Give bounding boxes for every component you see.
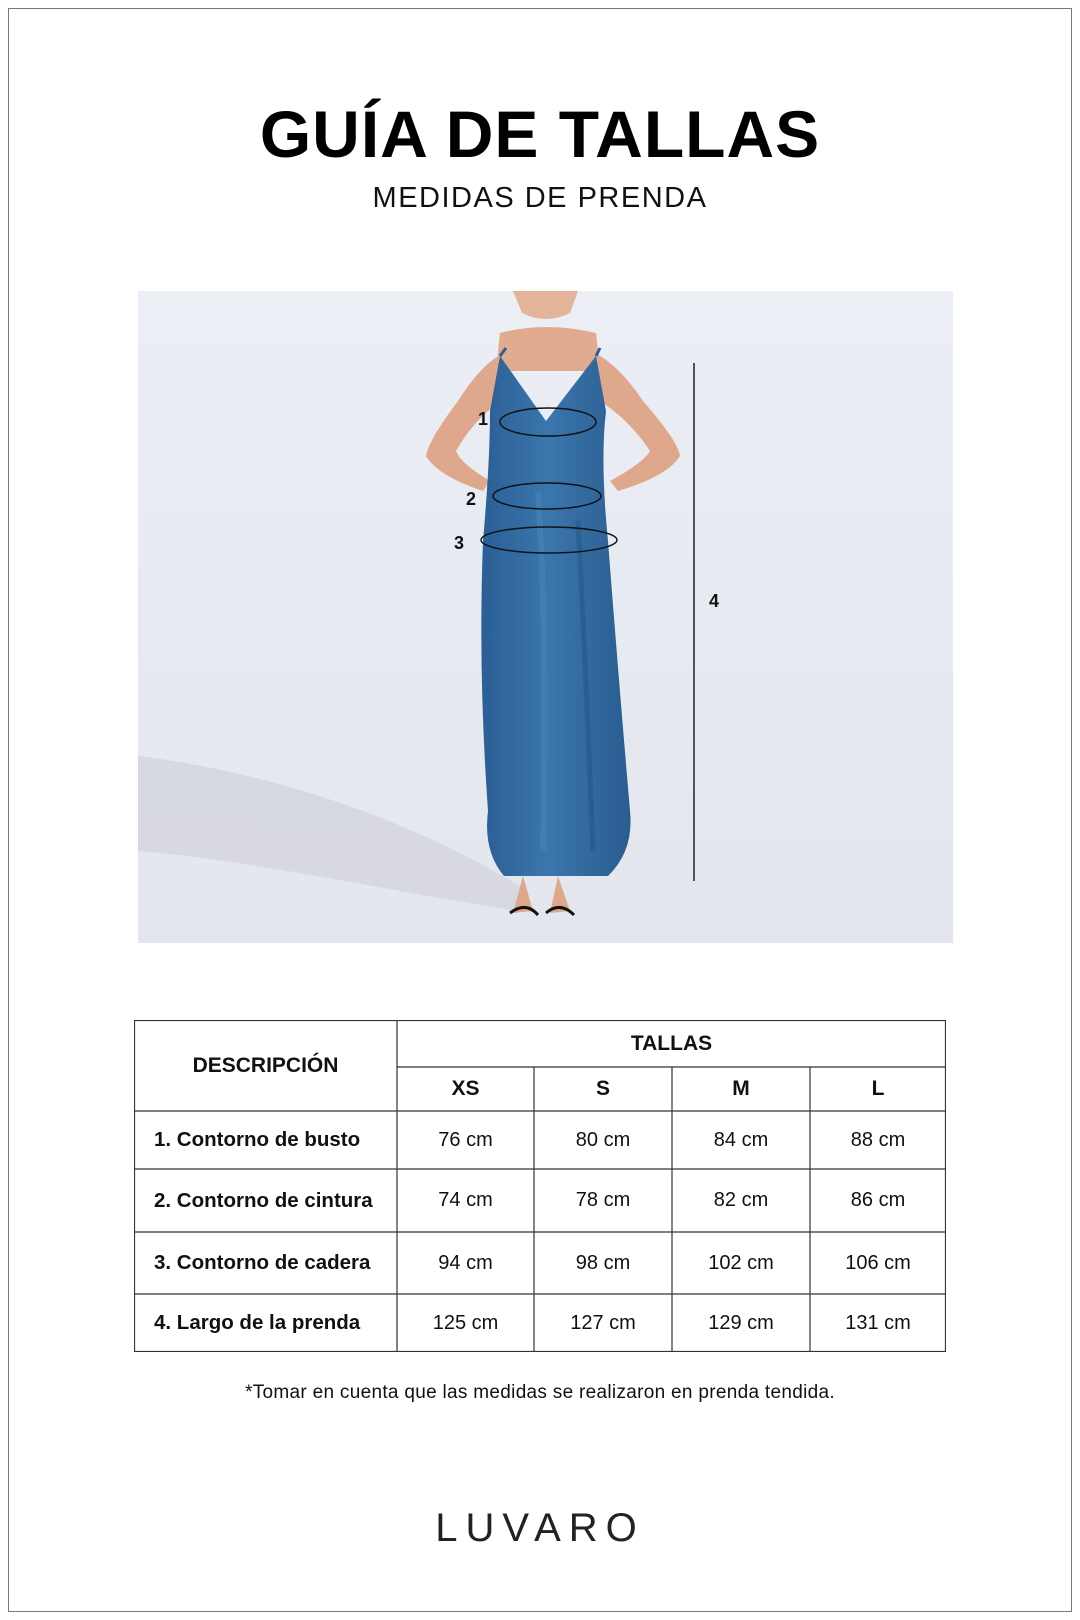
page-subtitle: MEDIDAS DE PRENDA <box>372 182 708 214</box>
table-cell: 88 cm <box>850 1128 906 1151</box>
table-cell: 129 cm <box>708 1311 774 1334</box>
table-cell: 84 cm <box>713 1128 769 1151</box>
size-l-header: L <box>871 1077 885 1100</box>
table-cell: 131 cm <box>845 1311 911 1334</box>
marker-label-3: 3 <box>454 533 465 553</box>
table-cell: 102 cm <box>708 1251 774 1274</box>
sizes-header: TALLAS <box>630 1031 713 1055</box>
table-cell: 82 cm <box>713 1189 769 1211</box>
table-cell: 76 cm <box>438 1128 493 1151</box>
row-label-length: 4. Largo de la prenda <box>154 1311 361 1334</box>
table-cell: 98 cm <box>575 1251 631 1274</box>
description-header: DESCRIPCIÓN <box>192 1053 339 1077</box>
row-label-hip: 3. Contorno de cadera <box>154 1251 371 1274</box>
size-s-header: S <box>595 1077 610 1100</box>
table-cell: 80 cm <box>575 1128 631 1151</box>
table-cell: 106 cm <box>845 1251 911 1274</box>
table-cell: 94 cm <box>438 1251 493 1274</box>
row-label-waist: 2. Contorno de cintura <box>154 1188 373 1212</box>
marker-label-4: 4 <box>709 591 720 611</box>
brand-logo: LUVARO <box>435 1506 645 1550</box>
size-table <box>134 1020 946 1352</box>
table-cell: 127 cm <box>570 1311 636 1334</box>
row-label-bust: 1. Contorno de busto <box>154 1128 361 1151</box>
table-cell: 74 cm <box>438 1189 493 1211</box>
marker-label-2: 2 <box>466 489 477 509</box>
table-cell: 125 cm <box>432 1311 499 1334</box>
marker-label-1: 1 <box>478 409 489 429</box>
size-m-header: M <box>732 1077 750 1100</box>
product-photo <box>138 291 953 943</box>
measurement-note: *Tomar en cuenta que las medidas se realizaron en prenda tendida. <box>245 1382 835 1403</box>
page-title: GUÍA DE TALLAS <box>259 97 821 171</box>
table-cell: 86 cm <box>850 1189 906 1211</box>
model-illustration <box>138 291 953 943</box>
table-cell: 78 cm <box>575 1189 631 1211</box>
size-xs-header: XS <box>451 1077 480 1100</box>
